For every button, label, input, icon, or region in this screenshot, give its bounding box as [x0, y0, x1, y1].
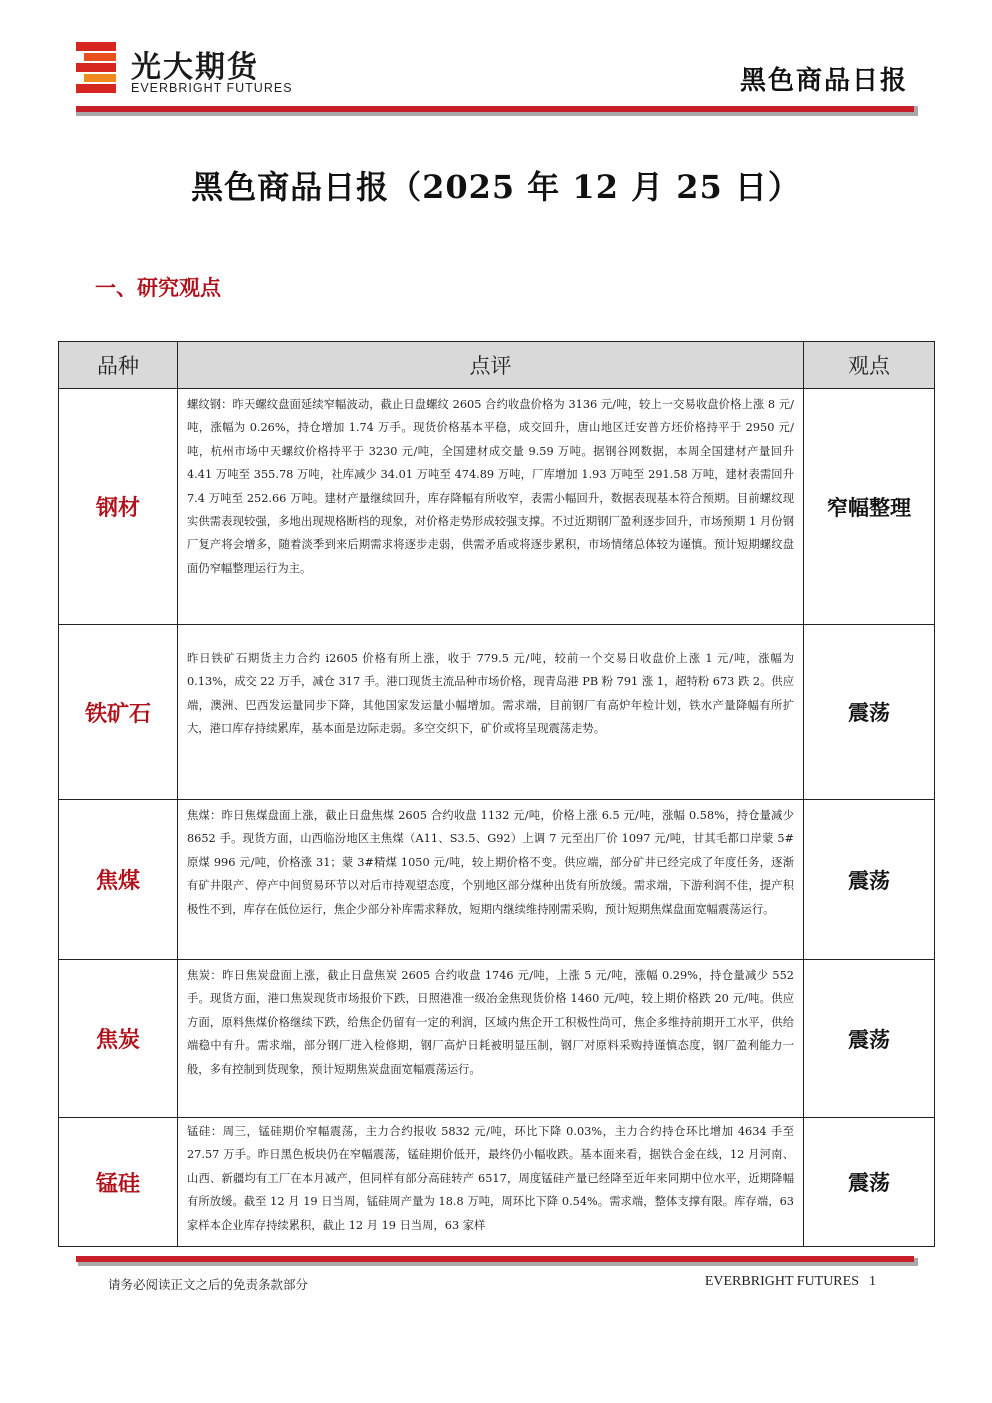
footer-brand: EVERBRIGHT FUTURES	[704, 1274, 859, 1289]
footer-brand-area	[695, 1274, 876, 1290]
variety-name: 钢材	[59, 389, 178, 625]
variety-comment: 焦煤：昨日焦煤盘面上涨，截止日盘焦煤 2605 合约收盘 1132 元/吨，价格上涨 6.5 元/吨，涨幅 0.58%，持仓量减少 8652 手。现货方面，山西临汾地区主焦煤（A11、S3.5、G92）上调 7 元至出厂价 1097 元/吨，甘其毛都口岸蒙 5#原煤 996 元/吨，价格涨 31；蒙 3#精煤 1050 元/吨，较上期价格不变。供应端，部分矿井已经完成了年度任务，逐渐有矿井限产、停产中间贸易环节以对后市持观望态度，个别地区部分煤种出货有所放缓。需求端，下游利润不佳，提产积极性不到，库存在低位运行，焦企少部分补库需求释放，短期内继续维持刚需采购，预计短期焦煤盘面宽幅震荡运行。	[178, 800, 804, 960]
variety-name: 焦炭	[59, 960, 178, 1118]
variety-view: 震荡	[804, 960, 935, 1118]
table-row	[59, 1118, 935, 1247]
logo-english-name: EVERBRIGHT FUTURES	[131, 81, 293, 95]
table-header-row	[59, 342, 935, 389]
table-row	[59, 389, 935, 625]
variety-view: 窄幅整理	[804, 389, 935, 625]
logo-chinese-name: 光大期货	[131, 50, 259, 85]
footer-disclaimer: 请务必阅读正文之后的免责条款部分	[108, 1277, 309, 1292]
variety-comment: 锰硅：周三，锰硅期价窄幅震荡，主力合约报收 5832 元/吨，环比下降 0.03%，主力合约持仓环比增加 4634 手至 27.57 万手。昨日黑色板块仍在窄幅震荡，锰硅期价低开，最终仍小幅收跌。基本面来看，据铁合金在线，12 月河南、山西、新疆均有工厂在本月减产，但同样有部分高硅转产 6517，周度锰硅产量已经降至近年来同期中位水平，近期降幅有所放缓。截至 12 月 19 日当周，锰硅周产量为 18.8 万吨，周环比下降 0.54%。需求端，整体支撑有限。库存端，63 家样本企业库存持续累积，截止 12 月 19 日当周，63 家样	[187, 1125, 794, 1232]
header-comment: 点评	[178, 342, 804, 389]
section-heading: 一、研究观点	[95, 276, 221, 300]
variety-comment: 焦炭：昨日焦炭盘面上涨，截止日盘焦炭 2605 合约收盘 1746 元/吨，上涨 5 元/吨，涨幅 0.29%，持仓量减少 552 手。现货方面，港口焦炭现货市场报价下跌，日照港准一级冶金焦现货价格 1460 元/吨，较上期价格跌 20 元/吨。供应方面，原料焦煤价格继续下跌，给焦企仍留有一定的利润，区域内焦企开工积极性尚可，焦企多维持前期开工水平，供给端稳中有升。需求端，部分钢厂进入检修期，钢厂高炉日耗被明显压制，钢厂对原料采购持谨慎态度，钢厂盈利能力一般，多有控制到货现象，预计短期焦炭盘面宽幅震荡运行。	[178, 960, 804, 1118]
header-divider	[76, 106, 918, 116]
table-row	[59, 800, 935, 960]
everbright-logo-icon	[76, 42, 116, 94]
variety-name: 铁矿石	[59, 625, 178, 800]
variety-view: 震荡	[804, 625, 935, 800]
footer-divider	[76, 1256, 918, 1266]
header-report-title: 黑色商品日报	[739, 66, 908, 96]
variety-view: 震荡	[804, 800, 935, 960]
research-table	[58, 341, 935, 1247]
table-row	[59, 625, 935, 800]
header-variety: 品种	[59, 342, 178, 389]
variety-name: 锰硅	[59, 1118, 178, 1247]
variety-comment: 螺纹钢：昨天螺纹盘面延续窄幅波动，截止日盘螺纹 2605 合约收盘价格为 3136 元/吨，较上一交易收盘价格上涨 8 元/吨，涨幅为 0.26%，持仓增加 1.74 万手。现货价格基本平稳，成交回升，唐山地区迁安普方坯价格持平于 2950 元/吨，杭州市场中天螺纹价格持平于 3230 元/吨，全国建材成交量 9.59 万吨。据钢谷网数据，本周全国建材产量回升 4.41 万吨至 355.78 万吨，社库减少 34.01 万吨至 474.89 万吨，厂库增加 1.93 万吨至 291.58 万吨，建材表需回升 7.4 万吨至 252.66 万吨。建材产量继续回升，库存降幅有所收窄，表需小幅回升，数据表现基本符合预期。目前螺纹现实供需表现较强，多地出现规格断档的现象，对价格走势形成较强支撑。不过近期钢厂盈利逐步回升，市场预期 1 月份钢厂复产将会增多，随着淡季到来后期需求将逐步走弱，供需矛盾或将逐步累积，市场情绪总体较为谨慎。预计短期螺纹盘面仍窄幅整理运行为主。	[178, 389, 804, 625]
table-row	[59, 960, 935, 1118]
header-view: 观点	[804, 342, 935, 389]
document-title: 黑色商品日报（2025 年 12 月 25 日）	[191, 168, 801, 206]
variety-view: 震荡	[804, 1118, 935, 1247]
variety-name: 焦煤	[59, 800, 178, 960]
page-number: 1	[869, 1274, 876, 1289]
variety-comment-cell	[178, 1118, 804, 1247]
variety-comment: 昨日铁矿石期货主力合约 i2605 价格有所上涨，收于 779.5 元/吨，较前一个交易日收盘价上涨 1 元/吨，涨幅为 0.13%，成交 22 万手，减仓 317 手。港口现货主流品种市场价格，现青岛港 PB 粉 791 涨 1，超特粉 673 跌 2。供应端，澳洲、巴西发运量同步下降，其他国家发运量小幅增加。需求端，目前钢厂有高炉年检计划，铁水产量降幅有所扩大，港口库存持续累库，基本面是边际走弱。多空交织下，矿价或将呈现震荡走势。	[178, 625, 804, 800]
